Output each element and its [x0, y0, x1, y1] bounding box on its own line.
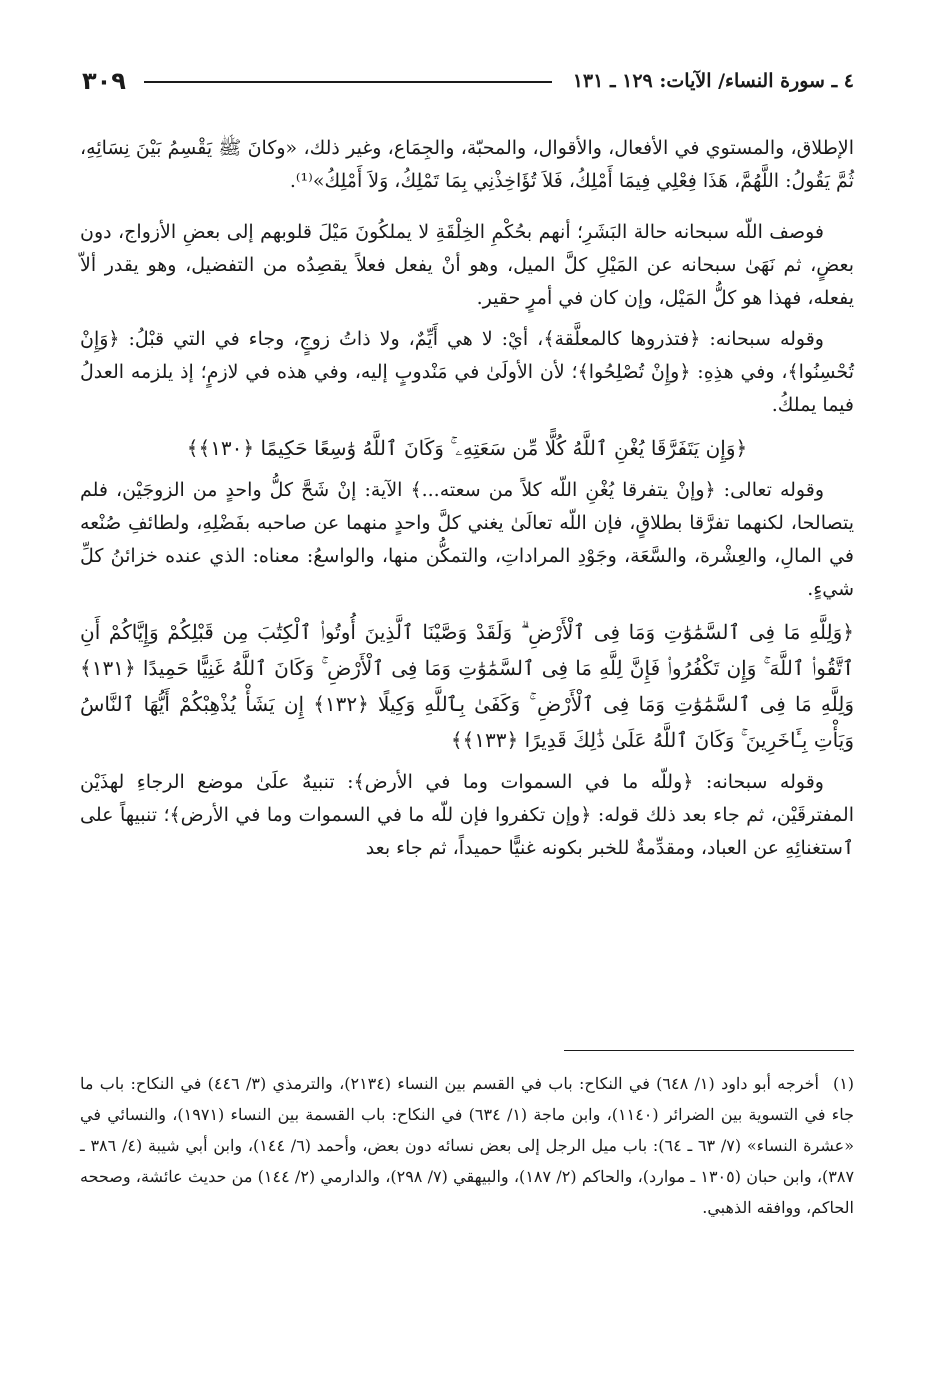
- paragraph-1: الإطلاق، والمستوي في الأفعال، والأقوال، والمحبّة، والجِمَاع، وغير ذلك، «وكانَ ﷺ يَقْسِمُ بَيْنَ نِسَائِهِ، ثُمَّ يَقُولُ: اللَّهُمَّ، هَذَا فِعْلِي فِيمَا أَمْلِكُ، فَلاَ تُؤَاخِذْنِي بِمَا تَمْلِكُ، وَلاَ أَمْلِكُ»⁽¹⁾.: [80, 137, 854, 192]
- quran-verses-131-133: ﴿وَلِلَّهِ مَا فِى ٱلسَّمَٰوَٰتِ وَمَا فِى ٱلْأَرْضِ ۗ وَلَقَدْ وَصَّيْنَا ٱلَّذِينَ أُوتُوا۟ ٱلْكِتَٰبَ مِن قَبْلِكُمْ وَإِيَّاكُمْ أَنِ ٱتَّقُوا۟ ٱللَّهَ ۚ وَإِن تَكْفُرُوا۟ فَإِنَّ لِلَّهِ مَا فِى ٱلسَّمَٰوَٰتِ وَمَا فِى ٱلْأَرْضِ ۚ وَكَانَ ٱللَّهُ غَنِيًّا حَمِيدًا ﴿١٣١﴾ وَلِلَّهِ مَا فِى ٱلسَّمَٰوَٰتِ وَمَا فِى ٱلْأَرْضِ ۚ وَكَفَىٰ بِٱللَّهِ وَكِيلًا ﴿١٣٢﴾ إِن يَشَأْ يُذْهِبْكُمْ أَيُّهَا ٱلنَّاسُ وَيَأْتِ بِـَٔاخَرِينَ ۚ وَكَانَ ٱللَّهُ عَلَىٰ ذَٰلِكَ قَدِيرًا ﴿١٣٣﴾﴾: [80, 620, 854, 752]
- paragraph-3: وقوله سبحانه: ﴿فتذروها كالمعلَّقة﴾، أيْ: لا هي أَيِّمٌ، ولا ذاتُ زوجٍ، وجاء في التي قبْلُ: ﴿وَإِنْ تُحْسِنُوا﴾، وفي هذِهِ: ﴿وإِنْ تُصْلِحُوا﴾؛ لأن الأولَىٰ في مَنْدوبٍ إليه، وفي هذه في لازمٍ؛ إذ يلزمه العدلُ فيما يملكُ.: [80, 328, 854, 416]
- page-header: [82, 66, 854, 96]
- footnote-text: أخرجه أبو داود (١/ ٦٤٨) في النكاح: باب في القسم بين النساء (٢١٣٤)، والترمذي (٣/ ٤٤٦) في النكاح: باب ما جاء في التسوية بين الضرائر (١١٤٠)، وابن ماجة (١/ ٦٣٤) في النكاح: باب القسمة بين النساء (١٩٧١)، والنسائي في «عشرة النساء» (٧/ ٦٣ ـ ٦٤): باب ميل الرجل إلى بعض نسائه دون بعض، وأحمد (٦/ ١٤٤)، وابن أبي شيبة (٤/ ٣٨٦ ـ ٣٨٧)، وابن حبان (١٣٠٥ ـ موارد)، والحاكم (٢/ ١٨٧)، والبيهقي (٧/ ٢٩٨)، والدارمي (٢/ ١٤٤) من حديث عائشة، وصححه الحاكم، ووافقه الذهبي.: [80, 1074, 855, 1217]
- footnotes: [80, 1068, 854, 1223]
- paragraph-2: فوصف اللّه سبحانه حالة البَشَرِ؛ أنهم بحُكْمِ الخِلْقَةِ لا يملكُونَ مَيْلَ قلوبهم إلى بعضِ الأزواج، دون بعضٍ، ثم نَهَىٰ سبحانه عن المَيْلِ كلَّ الميل، وهو أنْ يفعل فعلاً يقصِدُه من التفضيل، وهو يقدر ألاّ يفعله، فهذا هو كلُّ المَيْل، وإن كان في أمرٍ حقير.: [80, 221, 854, 309]
- footnote-1: [80, 1068, 854, 1223]
- running-title: ٤ ـ سورة النساء/ الآيات: ١٢٩ ـ ١٣١: [572, 70, 854, 92]
- page-number: ٣٠٩: [82, 67, 126, 95]
- main-text: [80, 132, 854, 865]
- quran-verse-130: ﴿وَإِن يَتَفَرَّقَا يُغْنِ ٱللَّهُ كُلًّا مِّن سَعَتِهِۦ ۚ وَكَانَ ٱللَّهُ وَٰسِعًا حَكِيمًا ﴿١٣٠﴾﴾: [186, 436, 748, 460]
- footnote-marker: (١): [832, 1074, 855, 1093]
- header-rule: [144, 81, 552, 83]
- paragraph-4: وقوله تعالى: ﴿وإنْ يتفرقا يُغْنِ اللّه كلاً من سعته...﴾ الآية: إنْ شَحَّ كلُّ واحدٍ من الزوجَيْن، فلم يتصالحا، لكنهما تفرَّقا بطلاقٍ، فإن اللّه تعالَىٰ يغني كلَّ واحدٍ منهما عن صاحبه بفَضْلِهِ، ولطائفِ صُنْعه في المالِ، والعِشْرة، والسَّعَة، وجَوْدِ المراداتِ، والتمكُّن منها، والواسعُ: معناه: الذي عنده خزائنُ كلِّ شيءٍ.: [80, 479, 854, 600]
- paragraph-5: وقوله سبحانه: ﴿وللّه ما في السموات وما في الأرض﴾: تنبيهٌ علَىٰ موضع الرجاءِ لهذَيْن المفترقَيْن، ثم جاء بعد ذلك قوله: ﴿وإن تكفروا فإن للّه ما في السموات وما في الأرض﴾؛ تنبيهاً على ٱستغنائِهِ عن العباد، ومقدِّمةٌ للخبر بكونه غنيًّا حميداً، ثم جاء بعد: [80, 771, 854, 859]
- footnote-separator: [564, 1050, 854, 1051]
